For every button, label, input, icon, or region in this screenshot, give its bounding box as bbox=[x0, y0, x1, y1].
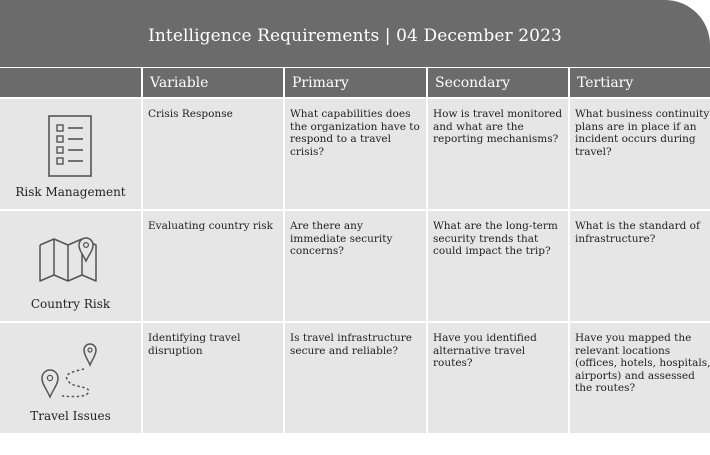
variable-cell: Evaluating country risk bbox=[143, 211, 283, 321]
primary-cell: Are there any immediate security concerns? bbox=[285, 211, 426, 321]
tertiary-cell: Have you mapped the relevant locations (offices, hotels, hospitals, airports) and assessed the routes? bbox=[570, 323, 710, 433]
secondary-cell: How is travel monitored and what are the reporting mechanisms? bbox=[428, 99, 568, 209]
tertiary-cell: What business continuity plans are in place if an incident occurs during travel? bbox=[570, 99, 710, 209]
category-label: Risk Management bbox=[15, 185, 126, 199]
category-label: Travel Issues bbox=[30, 409, 111, 423]
route-icon bbox=[38, 339, 106, 401]
header-primary: Primary bbox=[285, 68, 426, 97]
header-tertiary: Tertiary bbox=[570, 68, 710, 97]
requirements-table bbox=[0, 68, 710, 433]
primary-cell: Is travel infrastructure secure and reliable? bbox=[285, 323, 426, 433]
category-label: Country Risk bbox=[30, 297, 111, 311]
variable-cell: Crisis Response bbox=[143, 99, 283, 209]
category-cell-risk-management bbox=[0, 99, 141, 209]
checklist-icon bbox=[48, 115, 92, 177]
page-title: Intelligence Requirements | 04 December 2023 bbox=[148, 26, 562, 46]
tertiary-cell: What is the standard of infrastructure? bbox=[570, 211, 710, 321]
secondary-cell: Have you identified alternative travel routes? bbox=[428, 323, 568, 433]
title-banner bbox=[0, 0, 710, 67]
header-cell-blank bbox=[0, 68, 141, 97]
secondary-cell: What are the long-term security trends that could impact the trip? bbox=[428, 211, 568, 321]
map-pin-icon bbox=[38, 233, 102, 285]
header-secondary: Secondary bbox=[428, 68, 568, 97]
category-cell-country-risk bbox=[0, 211, 141, 321]
header-variable: Variable bbox=[143, 68, 283, 97]
variable-cell: Identifying travel disruption bbox=[143, 323, 283, 433]
primary-cell: What capabilities does the organization have to respond to a travel crisis? bbox=[285, 99, 426, 209]
category-cell-travel-issues bbox=[0, 323, 141, 433]
